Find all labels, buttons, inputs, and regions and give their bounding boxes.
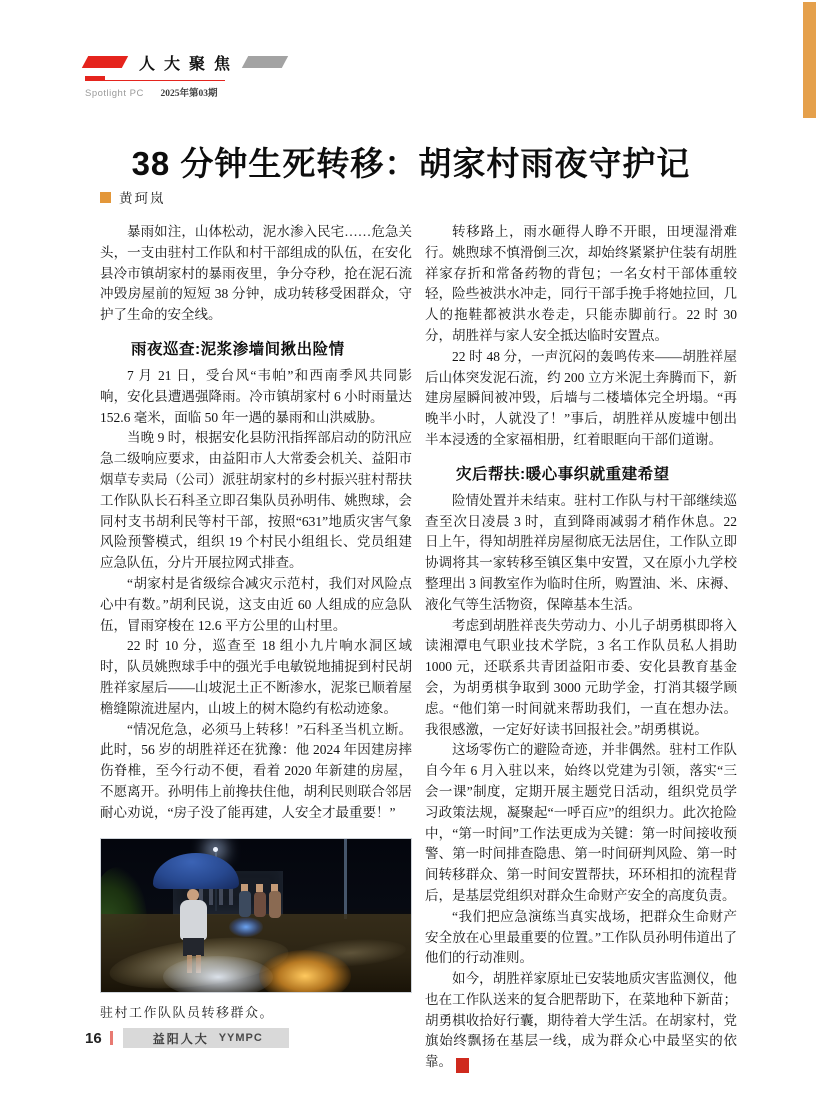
- section-heading-2: 灾后帮扶:暖心事织就重建希望: [456, 465, 670, 483]
- body-paragraph: 7 月 21 日，受台风“韦帕”和西南季风共同影响，安化县遭遇强降雨。冷市镇胡家村 6 小时雨量达152.6 毫米，面临 50 年一遇的暴雨和山洪威胁。: [100, 367, 412, 425]
- page-footer: [85, 1028, 289, 1048]
- red-parallelogram-icon: [82, 56, 128, 68]
- journal-name-cn: 益阳人大: [152, 1031, 209, 1046]
- author-bullet-icon: [100, 192, 111, 203]
- body-paragraph: 转移路上，雨水砸得人睁不开眼，田埂湿滑难行。姚煦球不慎滑倒三次，却始终紧紧护住装有胡胜祥家存折和常备药物的背包；一名女村干部体重较轻，险些被洪水冲走，同行干部手挽手将她拉回，几人的拖鞋都被洪水卷走，只能赤脚前行。22 时 30 分，胡胜祥与家人安全抵达临时安置点。: [425, 224, 737, 343]
- photo-caption: 驻村工作队队员转移群众。: [100, 1004, 275, 1020]
- journal-name-en: YYMPC: [218, 1032, 263, 1044]
- page-edge-orange-bar: [803, 2, 816, 118]
- body-paragraph: 当晚 9 时，根据安化县防汛指挥部启动的防汛应急二级响应要求，由益阳市人大常委会机关、益阳市烟草专卖局（公司）派驻胡家村的乡村振兴驻村帮扶工作队队长石科圣立即召集队员孙明伟、姚煦球，会同村支书胡利民等村干部，按照“631”地质灾害气象风险预警模式，组织 19 个村民小组组长、党员组建应急队伍，分片开展拉网式排查。: [100, 430, 412, 571]
- masthead-issue: 2025年第03期: [160, 89, 218, 99]
- right-column: [425, 222, 737, 1073]
- byline: [100, 187, 166, 207]
- masthead-subline: [85, 85, 405, 99]
- night-flood-photo: [100, 838, 412, 993]
- photo-blue-umbrella: [153, 853, 239, 889]
- photo-utility-pole: [344, 839, 347, 919]
- body-paragraph: 考虑到胡胜祥丧失劳动力、小儿子胡勇棋即将入读湘潭电气职业技术学院，3 名工作队员私人捐助1000 元，还联系共青团益阳市委、安化县教育基金会，为胡勇棋争取到 3000 元助学金，打消其辍学顾虑。“他们第一时间就来帮助我们，一直在想办法。我很感激，一定好好读书回报社会。”胡勇棋说。: [425, 617, 737, 737]
- body-paragraph: “我们把应急演练当真实战场，把群众生命财产安全放在心里最重要的位置。”工作队员孙明伟道出了他们的行动准则。: [425, 908, 737, 966]
- photo-group-figure: [269, 891, 281, 918]
- body-paragraph: “胡家村是省级综合减灾示范村，我们对风险点心中有数。”胡利民说，这支由近 60 人组成的应急队伍，冒雨穿梭在 12.6 平方公里的山村里。: [100, 575, 412, 633]
- photo-person-shorts: [183, 938, 204, 956]
- journal-badge: [123, 1028, 289, 1048]
- left-column: [100, 222, 412, 1021]
- photo-streetlight: [213, 847, 218, 852]
- body-paragraph: 22 时 48 分，一声沉闷的轰鸣传来——胡胜祥屋后山体突发泥石流，约 200 立方米泥土奔腾而下，新建房屋瞬间被冲毁，后墙与二楼墙体完全坍塌。“再晚半小时，人就没了！”事后，胡胜祥从废墟中刨出半本浸透的全家福相册，红着眼眶向干部们道谢。: [425, 348, 737, 447]
- body-paragraph: “情况危急，必须马上转移！”石科圣当机立断。此时，56 岁的胡胜祥还在犹豫：他 2024 年因建房摔伤脊椎，至今行动不便，看着 2020 年新建的房屋，不愿离开。孙明伟上前搀扶住他，胡利民则联合邻居耐心劝说，“房子没了能再建，人安全才最重要！”: [100, 721, 412, 820]
- article-title: 38 分钟生死转移：胡家村雨夜守护记: [131, 145, 691, 183]
- body-paragraph: 这场零伤亡的避险奇迹，并非偶然。驻村工作队自今年 6 月入驻以来，始终以党建为引领，落实“三会一课”制度，定期开展主题党日活动，组织党员学习政策法规，凝聚起“一呼百应”的组织力。此次抢险中，“第一时间”工作法更成为关键：第一时间接收预警、第一时间排查隐患、第一时间研判风险、第一时间转移群众、第一时间安置帮扶，环环相扣的流程背后，是基层党组织对群众生命财产安全的高度负责。: [425, 742, 737, 903]
- lead-paragraph: 暴雨如注，山体松动，泥水渗入民宅……危急关头，一支由驻村工作队和村干部组成的队伍，在安化县冷市镇胡家村的暴雨夜里，争分夺秒，抢在泥石流冲毁房屋前的短短 38 分钟，成功转移受困群众，守护了生命的安全线。: [100, 224, 412, 323]
- body-paragraph: 22 时 10 分，巡查至 18 组小九片响水洞区域时，队员姚煦球手中的强光手电敏锐地捕捉到村民胡胜祥家屋后——山坡泥土正不断渗水，泥浆已顺着屋檐缝隙流进屋内，山坡上的树木隐约有松动迹象。: [100, 638, 412, 716]
- masthead: [85, 54, 405, 99]
- page-number: 16: [85, 1029, 102, 1047]
- photo-group-figure: [239, 891, 251, 917]
- masthead-subtitle-en: Spotlight PC: [85, 88, 144, 99]
- article-end-seal-icon: 今: [456, 1058, 469, 1073]
- photo-person-head: [187, 889, 199, 901]
- body-paragraph: 险情处置并未结束。驻村工作队与村干部继续巡查至次日凌晨 3 时，直到降雨减弱才稍作休息。22 日上午，得知胡胜祥房屋彻底无法居住，工作队立即协调将其一家转移至镇区集中安置，又在原小九学校整理出 3 间教室作为临时住所，购置油、米、床褥、液化气等生活物资，保障基本生活。: [425, 492, 737, 612]
- masthead-rule-thin: [85, 80, 225, 82]
- closing-paragraph: [425, 969, 737, 1073]
- photo-flashlight-glow: [229, 917, 263, 937]
- photo-group-figure: [254, 892, 266, 917]
- author-name: 黄珂岚: [119, 191, 166, 206]
- article-photo-figure: [100, 838, 412, 1021]
- photo-light-pool: [163, 956, 273, 993]
- section-heading-1: 雨夜巡查:泥浆渗墙间揪出险情: [131, 340, 345, 358]
- closing-text: 如今，胡胜祥家原址已安装地质灾害监测仪，他也在工作队送来的复合肥帮助下，在菜地种下新苗；胡勇棋收拾好行囊，期待着大学生活。在胡家村，党旗始终飘扬在基层一线，成为群众心中最坚实的依靠。: [425, 971, 737, 1070]
- masthead-brand: 人大聚焦: [139, 55, 240, 73]
- footer-divider-bar: [110, 1031, 113, 1045]
- photo-person-shirt: [180, 900, 207, 940]
- masthead-rule: [85, 76, 225, 81]
- gray-parallelogram-icon: [242, 56, 288, 68]
- masthead-brand-row: [85, 54, 405, 73]
